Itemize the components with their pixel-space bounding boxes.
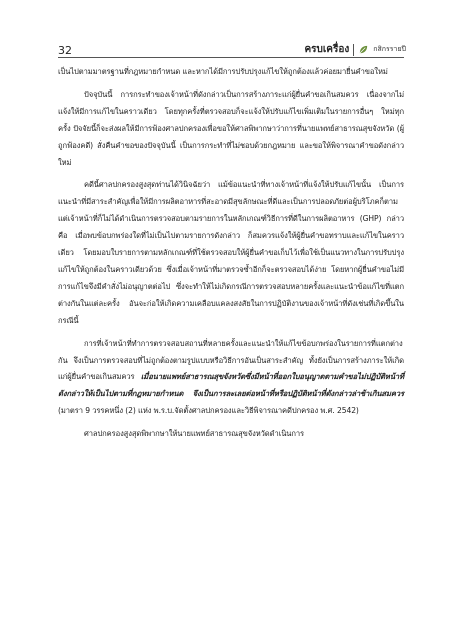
page-number: 32 xyxy=(58,44,72,57)
paragraph-5: ศาลปกครองสูงสุดพิพากษาให้นายแพทย์สาธารณสุขจังหวัดดำเนินการ xyxy=(84,429,305,439)
brand-logo xyxy=(304,42,406,57)
paragraph-1: เป็นไปตามมาตรฐานที่กฎหมายกำหนด และหากได้มีการปรับปรุงแก้ไขให้ถูกต้องแล้วค่อยมายื่นคำขอใหม่ xyxy=(58,67,388,76)
page-header xyxy=(0,0,462,62)
body-text xyxy=(58,64,404,449)
paragraph-3: คดีนี้ศาลปกครองสูงสุดท่านได้วินิจฉัยว่า แม้ข้อแนะนำที่ทางเจ้าหน้าที่แจ้งให้ปรับแก้ไขนั้น เป็นการแนะนำที่มีสาระสำคัญเพื่อให้มีการผลิตอาหารที่สะอาดมีสุขลักษณะที่ดีและเป็นการปลอดภัยต่อผู้บริโภคก็ตาม แต่เจ้าหน้าที่ก็ไม่ได้ดำเนินการตรวจสอบตามรายการในหลักเกณฑ์วิธีการที่ดีในการผลิตอาหาร (GHP) กล่าวคือ เมื่อพบข้อบกพร่องใดที่ไม่เป็นไปตามรายการดังกล่าว ก็สมควรแจ้งให้ผู้ยื่นคำขอทราบและแก้ไขในคราวเดียว โดยมอบใบรายการตามหลักเกณฑ์ที่ใช้ตรวจสอบให้ผู้ยื่นคำขอเก็บไว้เพื่อใช้เป็นแนวทางในการปรับปรุงแก้ไขให้ถูกต้องในคราวเดียวด้วย ซึ่งเมื่อเจ้าหน้าที่มาตรวจซ้ำอีกก็จะตรวจสอบได้ง่าย โดยหากผู้ยื่นคำขอไม่มีการแก้ไขจึงมีคำสั่งไม่อนุญาตต่อไป ซึ่งจะทำให้ไม่เกิดกรณีการตรวจสอบหลายครั้งและแนะนำข้อแก้ไขที่แตกต่างกันในแต่ละครั้ง อันจะก่อให้เกิดความเคลือบแคลงสงสัยในการปฏิบัติงานของเจ้าหน้าที่ดังเช่นที่เกิดขึ้นในกรณีนี้ xyxy=(58,180,404,325)
brand-name: ครบเครื่อง xyxy=(304,44,350,55)
paragraph-2: ปัจจุบันนี้ การกระทำของเจ้าหน้าที่ดังกล่าวเป็นการสร้างภาระแก่ผู้ยื่นคำขอเกินสมควร เนื่องจากไม่แจ้งให้มีการแก้ไขในคราวเดียว โดยทุกครั้งที่ตรวจสอบก็จะแจ้งให้ปรับแก้ไขเพิ่มเติมในรายการอื่นๆ ใหม่ทุกครั้ง ปัจจัยนี้ก็จะส่งผลให้มีการฟ้องศาลปกครองเพื่อขอให้ศาลพิพากษาว่าการที่นายแพทย์สาธารณสุขจังหวัด (ผู้ถูกฟ้องคดี) สั่งคืนคำขอของปัจจุบันนี้ เป็นการกระทำที่ไม่ชอบด้วยกฎหมาย และขอให้พิจารณาคำขอดังกล่าวใหม่ xyxy=(58,89,404,167)
brand-subtitle: กสิกรรายปี xyxy=(373,45,406,53)
header-rule xyxy=(58,57,404,58)
paragraph-4-text: การที่เจ้าหน้าที่ทำการตรวจสอบสถานที่หลายครั้งและแนะนำให้แก้ไขข้อบกพร่องในรายการที่แตกต่างกัน จึงเป็นการตรวจสอบที่ไม่ถูกต้องตามรูปแบบหรือวิธีการอันเป็นสาระสำคัญ ทั้งยังเป็นการสร้างภาระให้เกิดแก่ผู้ยื่นคำขอเกินสมควร xyxy=(58,338,404,382)
paragraph-4 xyxy=(58,336,404,421)
leaf-icon xyxy=(358,44,369,55)
paragraph-4-citation: (มาตรา 9 วรรคหนึ่ง (2) แห่ง พ.ร.บ.จัดตั้งศาลปกครองและวิธีพิจารณาคดีปกครอง พ.ศ. 2542) xyxy=(58,406,359,416)
paragraph-4-emphasis: เมื่อนายแพทย์สาธารณสุขจังหวัดซึ่งมีหน้าที่ออกใบอนุญาตตามคำขอไม่ปฏิบัติหน้าที่ดังกล่าวให้เป็นไปตามที่กฎหมายกำหนด จึงเป็นการละเลยต่อหน้าที่หรือปฏิบัติหน้าที่ดังกล่าวล่าช้าเกินสมควร xyxy=(58,372,404,399)
brand-divider xyxy=(353,44,354,56)
